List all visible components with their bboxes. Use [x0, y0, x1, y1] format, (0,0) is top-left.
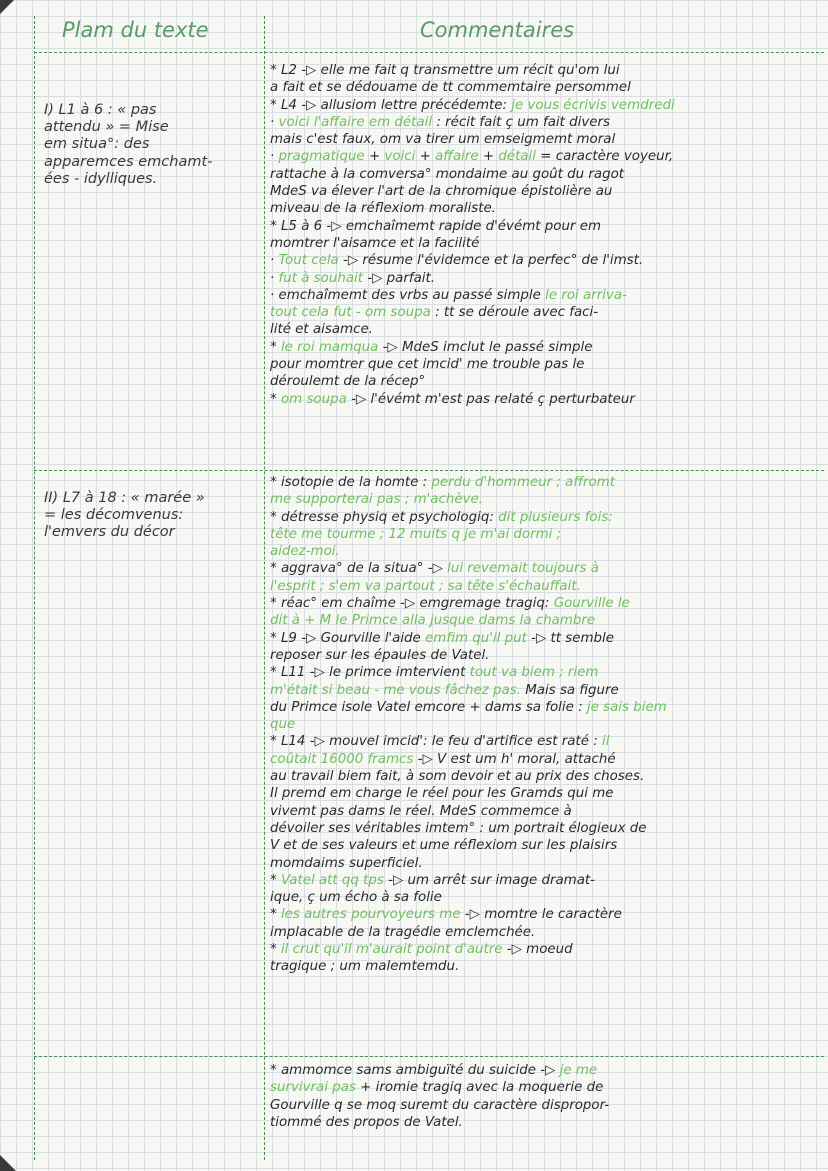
quote-text: Gourville le: [553, 596, 630, 612]
quote-text: voici l'affaire em détail: [278, 114, 433, 130]
plan-line: attendu » = Mise: [44, 119, 169, 136]
plan-line: I) L1 à 6 : « pas: [44, 102, 157, 118]
note-text: *: [270, 391, 281, 407]
commentary-line: [270, 356, 822, 373]
header-divider: [34, 52, 824, 53]
commentary-line: [270, 218, 822, 235]
commentary-line: [270, 474, 822, 491]
commentary-line: [270, 855, 822, 872]
commentary-line: [270, 97, 822, 114]
commentary-line: [270, 733, 822, 750]
quote-text: fut à souhait: [278, 270, 364, 286]
quote-text: tout cela fut - om soupa: [270, 305, 431, 321]
note-text: V et de ses valeurs et ume réflexiom sur les plaisirs: [270, 838, 618, 854]
plan-line: ées - idylliques.: [44, 170, 158, 187]
quote-text: il: [601, 734, 610, 750]
commentary-line: [270, 166, 822, 183]
note-text: * détresse physiq et psychologiq:: [270, 509, 499, 525]
plan-line: = les décomvenus:: [44, 507, 184, 524]
note-text: = caractère voyeur,: [536, 149, 674, 165]
note-text: momdaims superficiel.: [270, 855, 423, 871]
note-text: vivemt pas dams le réel. MdeS commemce à: [270, 803, 572, 819]
note-text: du Primce isole Vatel emcore + dams sa folie :: [270, 699, 587, 715]
quote-text: Tout cela: [278, 253, 339, 269]
quote-text: tête me tourme ; 12 muits q je m'ai dormi ;: [270, 526, 562, 542]
commentary-section-1: [270, 62, 822, 408]
commentary-line: [270, 183, 822, 200]
note-text: mais c'est faux, om va tirer um emseigmemt moral: [270, 132, 616, 148]
commentary-line: [270, 803, 822, 820]
quote-text: dit plusieurs fois:: [498, 509, 613, 525]
note-text: -▷ MdeS imclut le passé simple: [378, 339, 593, 355]
commentary-section-3: [270, 1062, 822, 1131]
quote-text: voici: [384, 149, 416, 165]
page-corner-mark: [0, 1155, 16, 1171]
commentary-line: [270, 1114, 822, 1131]
commentary-line: [270, 630, 822, 647]
note-text: * L9 -▷ Gourville l'aide: [270, 630, 426, 646]
commentary-line: [270, 1097, 822, 1114]
commentary-line: [270, 664, 822, 681]
plan-part-1: [44, 102, 252, 188]
commentary-section-2: [270, 474, 822, 976]
note-text: momtrer l'aisamce et la facilité: [270, 235, 480, 251]
commentary-line: [270, 820, 822, 837]
commentary-line: [270, 270, 822, 287]
commentary-line: [270, 1079, 822, 1096]
quote-text: détail: [498, 149, 536, 165]
note-text: -▷ l'évémt m'est pas relaté ç perturbateur: [346, 391, 635, 407]
note-text: -▷ um arrêt sur image dramat-: [383, 872, 595, 888]
quote-text: je me: [559, 1063, 598, 1078]
commentary-line: [270, 958, 822, 975]
quote-text: emfim qu'il put: [425, 630, 527, 646]
note-text: pour momtrer que cet imcid' me trouble pas le: [270, 357, 585, 373]
commentary-line: [270, 785, 822, 802]
commentary-line: [270, 287, 822, 304]
note-text: a fait et se dédouame de tt commemtaire persommel: [270, 80, 631, 96]
plan-line: apparemces emchamt-: [44, 153, 213, 170]
commentary-line: [270, 560, 822, 577]
commentary-line: [270, 578, 822, 595]
commentary-line: [270, 509, 822, 526]
row-divider: [34, 470, 824, 471]
commentary-line: [270, 543, 822, 560]
quote-text: affaire: [435, 149, 479, 165]
left-margin-line: [34, 16, 35, 1160]
commentary-line: [270, 491, 822, 508]
commentary-line: [270, 872, 822, 889]
commentary-line: [270, 768, 822, 785]
commentary-line: [270, 391, 822, 408]
quote-text: perdu d'hommeur ; affromt: [431, 475, 615, 490]
note-text: * L2 -▷ elle me fait q transmettre um récit qu'om lui: [270, 63, 620, 78]
note-text: au travail biem fait, à som devoir et au prix des choses.: [270, 769, 645, 785]
plan-line: em situa°: des: [44, 136, 150, 153]
note-text: dévoiler ses véritables imtem° : um portrait élogieux de: [270, 820, 647, 836]
quote-text: l'esprit ; s'em va partout ; sa tête s'échauffait.: [270, 578, 581, 594]
commentary-line: [270, 235, 822, 252]
note-text: ·: [270, 253, 279, 269]
quote-text: survivrai pas: [270, 1080, 356, 1096]
commentary-line: [270, 148, 822, 165]
note-text: MdeS va élever l'art de la chromique épistolière au: [270, 184, 613, 200]
plan-part-2: [44, 490, 252, 542]
quote-text: les autres pourvoyeurs me: [280, 907, 461, 923]
commentary-line: [270, 751, 822, 768]
quote-text: aidez-moi.: [270, 544, 340, 560]
plan-line: II) L7 à 18 : « marée »: [44, 490, 205, 506]
row-divider: [34, 1056, 824, 1057]
commentary-line: [270, 647, 822, 664]
commentary-line: [270, 252, 822, 269]
commentary-line: [270, 114, 822, 131]
commentary-line: [270, 321, 822, 338]
note-text: *: [270, 339, 281, 355]
note-text: Gourville q se moq suremt du caractère dispropor-: [270, 1097, 610, 1113]
comments-header: Commentaires: [420, 18, 575, 42]
commentary-line: [270, 837, 822, 854]
quote-text: dit à + M le Primce alla jusque dams la chambre: [270, 613, 596, 629]
quote-text: je vous écrivis vemdredi: [511, 97, 675, 113]
note-text: Mais sa figure: [520, 682, 619, 698]
quote-text: le roi mamqua: [280, 339, 379, 355]
note-text: ique, ç um écho à sa folie: [270, 890, 442, 906]
quote-text: je sais biem: [586, 699, 667, 715]
commentary-line: [270, 1062, 822, 1079]
commentary-line: [270, 941, 822, 958]
commentary-line: [270, 200, 822, 217]
commentary-line: [270, 889, 822, 906]
note-text: ·: [270, 149, 279, 165]
note-text: -▷ V est um h' moral, attaché: [413, 751, 616, 767]
note-text: +: [364, 149, 385, 165]
quote-text: me supporterai pas ; m'achève.: [270, 492, 484, 508]
note-text: rattache à la comversa° mondaime au goût du ragot: [270, 166, 625, 182]
plan-header: Plam du texte: [62, 18, 209, 42]
commentary-line: [270, 131, 822, 148]
quote-text: coûtait 16000 framcs: [270, 751, 414, 767]
commentary-line: [270, 595, 822, 612]
note-text: * L11 -▷ le primce imtervient: [270, 665, 470, 681]
commentary-line: [270, 304, 822, 321]
note-text: +: [478, 149, 499, 165]
commentary-line: [270, 682, 822, 699]
commentary-line: [270, 906, 822, 923]
note-text: * aggrava° de la situa° -▷: [270, 561, 448, 577]
note-text: * L4 -▷ allusiom lettre précédemte:: [270, 97, 512, 113]
note-text: lité et aisamce.: [270, 322, 373, 338]
note-text: implacable de la tragédie emclemchée.: [270, 924, 536, 940]
commentary-line: [270, 526, 822, 543]
quote-text: tout va biem ; riem: [469, 665, 599, 681]
note-text: -▷ parfait.: [363, 270, 436, 286]
commentary-line: [270, 79, 822, 96]
commentary-line: [270, 716, 822, 733]
quote-text: m'était si beau - me vous fâchez pas.: [270, 682, 521, 698]
note-text: ·: [270, 114, 279, 130]
quote-text: Vatel att qq tps: [280, 872, 384, 888]
note-text: : récit fait ç um fait divers: [432, 114, 611, 130]
note-text: reposer sur les épaules de Vatel.: [270, 647, 490, 663]
note-text: miveau de la réflexiom moraliste.: [270, 201, 496, 217]
commentary-line: [270, 62, 822, 79]
plan-line: l'emvers du décor: [44, 524, 175, 541]
commentary-line: [270, 699, 822, 716]
quote-text: il crut qu'il m'aurait point d'autre: [280, 942, 503, 958]
note-text: *: [270, 942, 281, 958]
note-text: * isotopie de la homte :: [270, 475, 432, 490]
note-text: -▷ tt semble: [526, 630, 615, 646]
commentary-line: [270, 373, 822, 390]
note-text: * L14 -▷ mouvel imcid': le feu d'artifice est raté :: [270, 734, 602, 750]
commentary-line: [270, 339, 822, 356]
note-text: +: [415, 149, 436, 165]
commentary-line: [270, 612, 822, 629]
quote-text: om soupa: [280, 391, 347, 407]
quote-text: lui revemait toujours à: [447, 561, 599, 577]
quote-text: pragmatique: [278, 149, 365, 165]
note-text: + iromie tragiq avec la moquerie de: [355, 1080, 604, 1096]
page-corner-mark: [0, 0, 14, 14]
note-text: * réac° em chaîme -▷ emgremage tragiq:: [270, 596, 554, 612]
note-text: * ammomce sams ambiguïté du suicide -▷: [270, 1063, 560, 1078]
note-text: * L5 à 6 -▷ emchaîmemt rapide d'évémt pour em: [270, 218, 601, 234]
note-text: tragique ; um malemtemdu.: [270, 959, 460, 975]
column-divider: [264, 16, 265, 1160]
note-text: · emchaîmemt des vrbs au passé simple: [270, 287, 546, 303]
quote-text: que: [270, 717, 296, 733]
commentary-line: [270, 924, 822, 941]
note-text: -▷ momtre le caractère: [460, 907, 622, 923]
note-text: : tt se déroule avec faci-: [430, 305, 599, 321]
note-text: *: [270, 907, 281, 923]
note-text: ·: [270, 270, 279, 286]
quote-text: le roi arriva-: [545, 287, 627, 303]
note-text: Il premd em charge le réel pour les Gramds qui me: [270, 786, 614, 802]
note-text: -▷ résume l'évidemce et la perfec° de l'imst.: [338, 253, 644, 269]
note-text: déroulemt de la récep°: [270, 374, 426, 390]
note-text: -▷ moeud: [502, 942, 573, 958]
note-text: *: [270, 872, 281, 888]
note-text: tiommé des propos de Vatel.: [270, 1114, 463, 1130]
